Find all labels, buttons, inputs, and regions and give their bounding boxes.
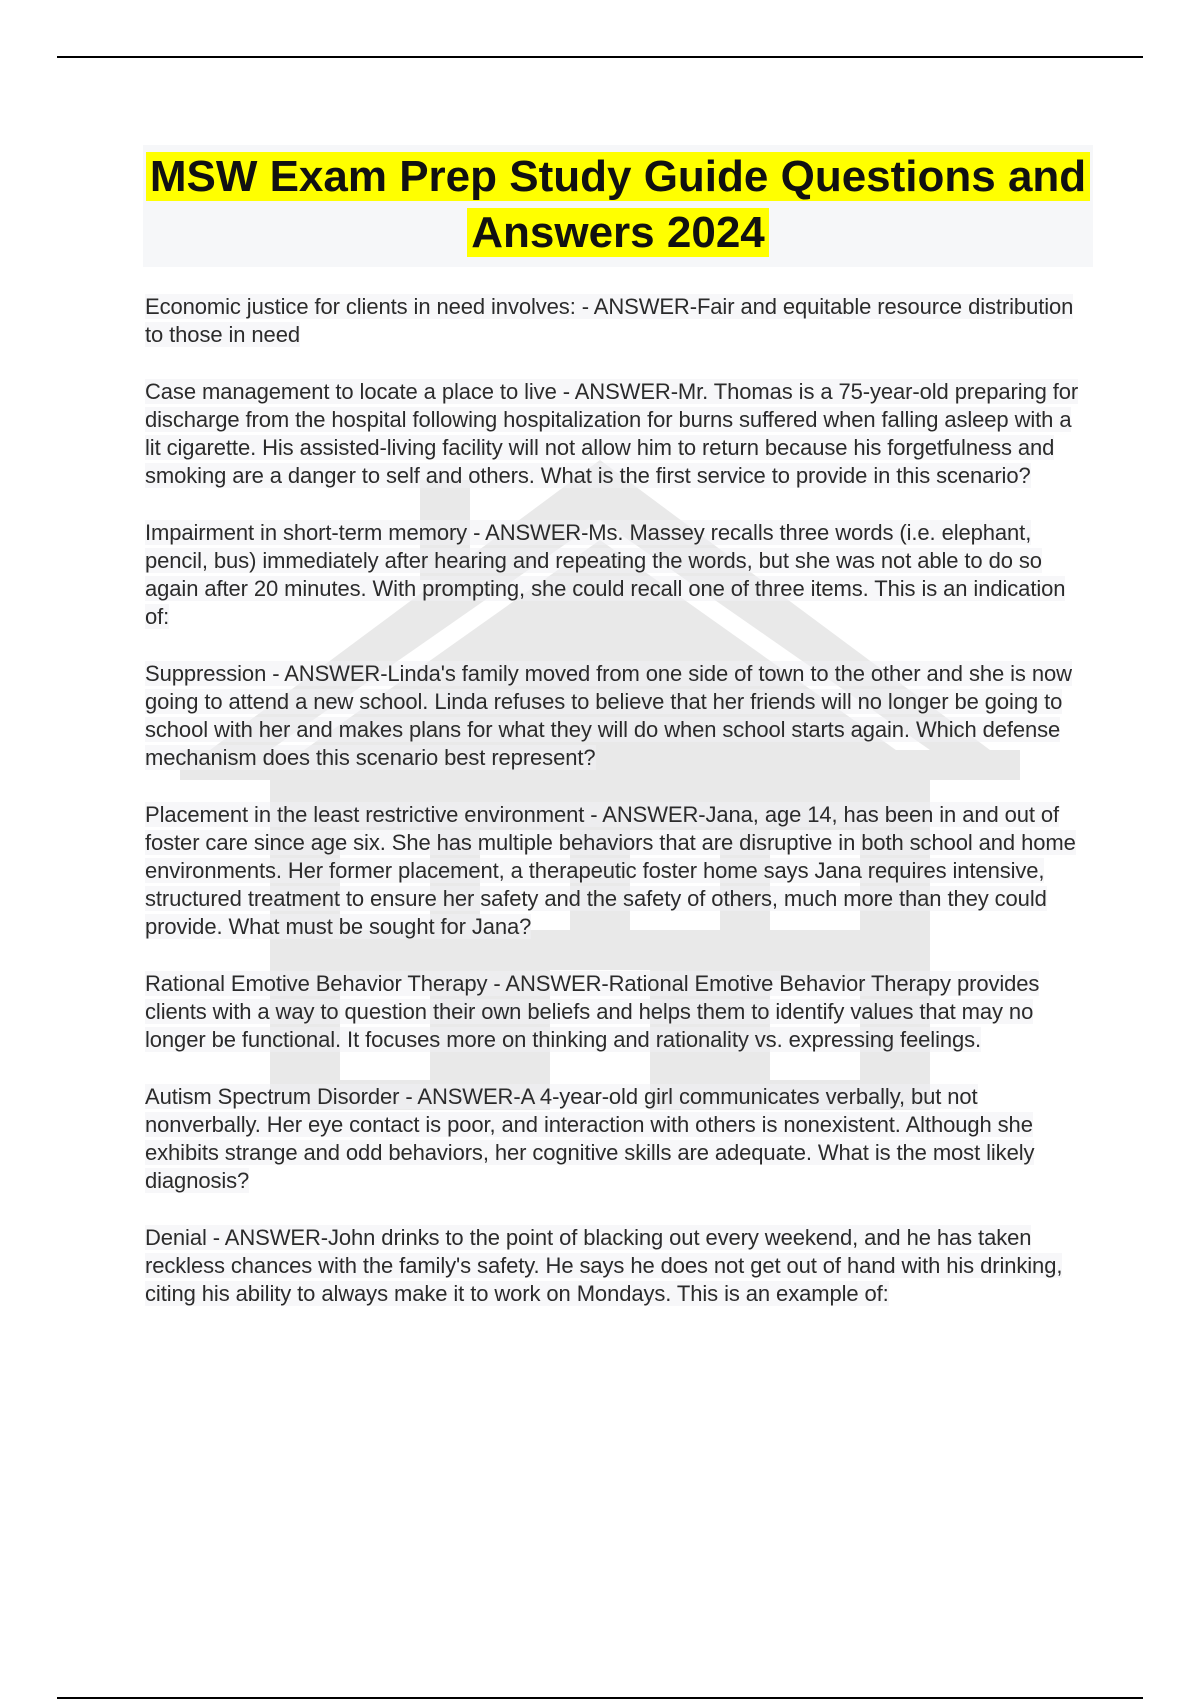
qa-text: Case management to locate a place to live - ANSWER-Mr. Thomas is a 75-year-old preparing for discharge from the hospital following hospitalization for burns suffered when falling asleep with a lit cigarette. His assisted-living facility will not allow him to return because his forgetfulness and smoking are a danger to self and others. What is the first service to provide in this scenario? (145, 379, 1079, 488)
qa-text: Economic justice for clients in need involves: - ANSWER-Fair and equitable resource distribution to those in need (145, 294, 1074, 347)
qa-text: Denial - ANSWER-John drinks to the point of blacking out every weekend, and he has taken reckless chances with the family's safety. He says he does not get out of hand with his drinking, citing his ability to always make it to work on Mondays. This is an example of: (145, 1225, 1063, 1306)
title-block (143, 145, 1093, 267)
qa-item-8 (145, 1224, 1093, 1308)
qa-item-7 (145, 1083, 1093, 1195)
document-title: MSW Exam Prep Study Guide Questions and Answers 2024 (146, 152, 1090, 257)
qa-text: Rational Emotive Behavior Therapy - ANSWER-Rational Emotive Behavior Therapy provides clients with a way to question their own beliefs and helps them to identify values that may no longer be functional. It focuses more on thinking and rationality vs. expressing feelings. (145, 971, 1040, 1052)
qa-item-3 (145, 519, 1093, 631)
qa-item-5 (145, 801, 1093, 941)
qa-item-4 (145, 660, 1093, 772)
qa-text: Placement in the least restrictive environment - ANSWER-Jana, age 14, has been in and out of foster care since age six. She has multiple behaviors that are disruptive in both school and home environments. Her former placement, a therapeutic foster home says Jana requires intensive, structured treatment to ensure her safety and the safety of others, much more than they could provide. What must be sought for Jana? (145, 802, 1076, 939)
qa-text: Autism Spectrum Disorder - ANSWER-A 4-year-old girl communicates verbally, but not nonverbally. Her eye contact is poor, and interaction with others is nonexistent. Although she exhibits strange and odd behaviors, her cognitive skills are adequate. What is the most likely diagnosis? (145, 1084, 1035, 1193)
qa-text: Impairment in short-term memory - ANSWER-Ms. Massey recalls three words (i.e. elephant, pencil, bus) immediately after hearing and repeating the words, but she was not able to do so again after 20 minutes. With prompting, she could recall one of three items. This is an indication of: (145, 520, 1066, 629)
bottom-rule (57, 1697, 1143, 1699)
qa-text: Suppression - ANSWER-Linda's family moved from one side of town to the other and she is now going to attend a new school. Linda refuses to believe that her friends will no longer be going to school with her and makes plans for what they will do when school starts again. Which defense mechanism does this scenario best represent? (145, 661, 1072, 770)
qa-item-6 (145, 970, 1093, 1054)
qa-item-2 (145, 378, 1093, 490)
top-rule (57, 56, 1143, 58)
document-body (143, 145, 1093, 1337)
qa-item-1 (145, 293, 1093, 349)
